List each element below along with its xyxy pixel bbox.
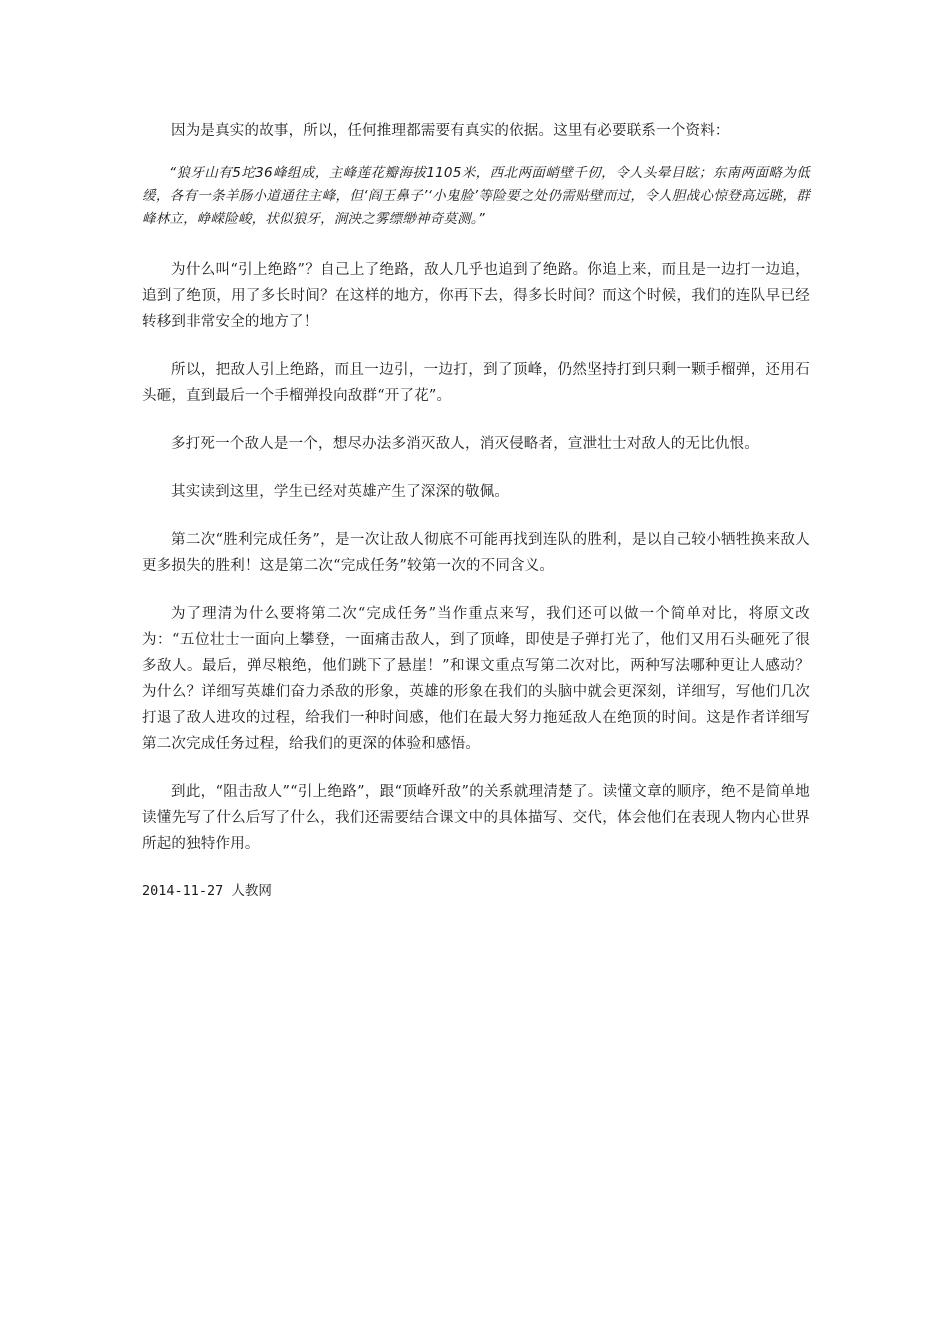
paragraph-intro: 因为是真实的故事，所以，任何推理都需要有真实的依据。这里有必要联系一个资料： [171, 123, 730, 139]
paragraph-quote: “狼牙山有5坨36峰组成，主峰莲花瓣海拔1105米，西北两面峭壁千仞，令人头晕目眩；东南两面略为低缓，各有一条羊肠小道通往主峰，但‘阎王鼻子’‘小鬼脸’等险要之处仍需贴壁而过，令人胆战心惊登高远眺，群峰林立，峥嵘险峻，状似狼牙，涧泱之雾缥缈神奇莫测。” [142, 165, 810, 227]
document-body [142, 118, 810, 903]
paragraph-6: 其实读到这里，学生已经对英雄产生了深深的敬佩。 [171, 484, 510, 500]
paragraph-3: 为什么叫“引上绝路”？自己上了绝路，敌人几乎也追到了绝路。你追上来，而且是一边打一边追，追到了绝顶，用了多长时间？在这样的地方，你再下去，得多长时间？而这个时候，我们的连队早已经转移到非常安全的地方了！ [142, 262, 810, 330]
date-source: 2014-11-27 人教网 [142, 883, 272, 899]
paragraph-9: 到此，“阻击敌人”“引上绝路”，跟“顶峰歼敌”的关系就理清楚了。读懂文章的顺序，绝不是简单地读懂先写了什么后写了什么，我们还需要结合课文中的具体描写、交代，体会他们在表现人物内心世界所起的独特作用。 [142, 784, 810, 852]
paragraph-4: 所以，把敌人引上绝路，而且一边引，一边打，到了顶峰，仍然坚持打到只剩一颗手榴弹，还用石头砸，直到最后一个手榴弹投向敌群“开了花”。 [142, 362, 810, 404]
paragraph-7: 第二次“胜利完成任务”，是一次让敌人彻底不可能再找到连队的胜利，是以自己较小牺牲换来敌人更多损失的胜利！这是第二次“完成任务”较第一次的不同含义。 [142, 532, 810, 574]
paragraph-8: 为了理清为什么要将第二次“完成任务”当作重点来写，我们还可以做一个简单对比，将原文改为：“五位壮士一面向上攀登，一面痛击敌人，到了顶峰，即使是子弹打光了，他们又用石头砸死了很多敌人。最后，弹尽粮绝，他们跳下了悬崖！”和课文重点写第二次对比，两种写法哪种更让人感动？为什么？详细写英雄们奋力杀敌的形象，英雄的形象在我们的头脑中就会更深刻，详细写，写他们几次打退了敌人进攻的过程，给我们一种时间感，他们在最大努力拖延敌人在绝顶的时间。这是作者详细写第二次完成任务过程，给我们的更深的体验和感悟。 [142, 606, 810, 752]
paragraph-5: 多打死一个敌人是一个，想尽办法多消灭敌人，消灭侵略者，宣泄壮士对敌人的无比仇恨。 [171, 436, 759, 452]
